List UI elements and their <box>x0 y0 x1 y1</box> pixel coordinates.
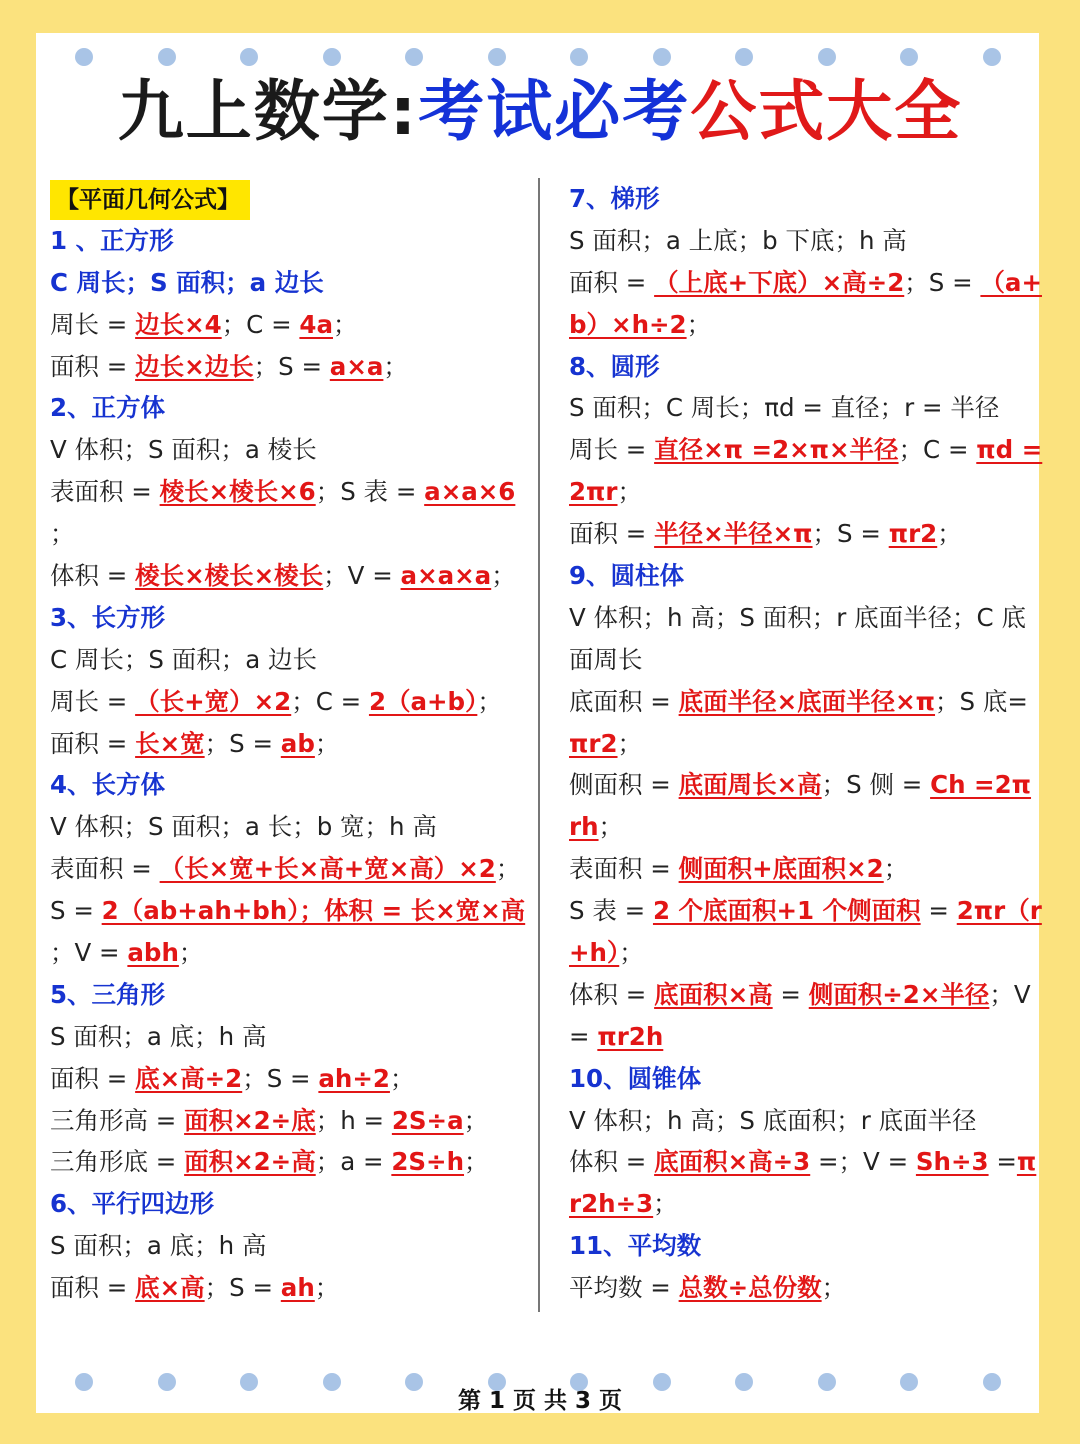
formula-expression: 底面周长×高 <box>678 770 822 800</box>
formula-text: ； <box>617 477 643 507</box>
formula-text: 周长 = <box>50 309 136 339</box>
formula-text: = <box>920 896 957 926</box>
formula-text: ； <box>686 309 712 339</box>
formula-line <box>569 890 1042 932</box>
formula-line <box>569 806 1024 848</box>
formula-line <box>569 304 1024 346</box>
formula-text: ；S 表 = <box>315 477 425 507</box>
formula-text: ；C = <box>898 435 977 465</box>
formula-text: 面积 = <box>50 351 136 381</box>
section-heading: 11、平均数 <box>569 1231 702 1261</box>
formula-expression: ah <box>280 1273 315 1303</box>
formula-line <box>569 932 1024 974</box>
formula-text: ； <box>314 728 340 758</box>
section-heading: 3、长方形 <box>50 602 166 632</box>
definition-line: S 面积；a 底；h 高 <box>50 1231 267 1261</box>
formula-expression: 2 个底面积+1 个侧面积 <box>652 896 921 926</box>
formula-expression: ab <box>280 728 315 758</box>
formula-line <box>50 681 528 723</box>
decorative-dot <box>570 48 588 66</box>
formula-text: ； <box>619 938 644 968</box>
formula-text: 周长 = <box>569 435 655 465</box>
formula-text: ； <box>477 686 502 716</box>
formula-text: ； <box>598 812 624 842</box>
formula-expression: b）×h÷2 <box>569 309 687 339</box>
formula-line <box>569 1267 1024 1309</box>
formula-text: ；V = <box>323 561 401 591</box>
decorative-dot <box>75 48 93 66</box>
formula-expression: r2h÷3 <box>569 1189 654 1219</box>
formula-expression: a×a×a <box>400 561 492 591</box>
formula-text: S 表 = <box>569 896 653 926</box>
decorative-dot <box>488 48 506 66</box>
formula-text: ；S = <box>204 1273 281 1303</box>
decorative-dot <box>405 48 423 66</box>
formula-line <box>569 262 1042 304</box>
decorative-dot <box>983 48 1001 66</box>
formula-text: ；S 底= <box>935 686 1028 716</box>
formula-text: ； <box>464 1147 489 1177</box>
formula-text: = <box>569 1021 598 1051</box>
formula-text: =；V = <box>810 1147 916 1177</box>
formula-line <box>50 1267 528 1309</box>
formula-expression: （上底+下底）×高÷2 <box>654 267 905 297</box>
formula-expression: 面积×2÷高 <box>184 1147 316 1177</box>
section-tag: 【平面几何公式】 <box>50 180 250 220</box>
formula-text: ； <box>491 561 516 591</box>
formula-text: ；C = <box>221 309 300 339</box>
decorative-dot <box>653 48 671 66</box>
formula-line <box>50 723 528 765</box>
formula-line <box>50 1058 528 1100</box>
section-heading: 6、平行四边形 <box>50 1189 215 1219</box>
section-heading: 5、三角形 <box>50 979 166 1009</box>
formula-expression: 4a <box>299 309 333 339</box>
formula-line <box>569 681 1028 723</box>
definition-line: C 周长；S 面积；a 边长 <box>50 644 318 674</box>
formula-text: 三角形底 = <box>50 1147 185 1177</box>
formula-line <box>569 1183 1024 1225</box>
formula-expression: 2（a+b） <box>368 686 478 716</box>
section-heading: 9、圆柱体 <box>569 561 685 591</box>
formula-expression: Ch =2π <box>930 770 1032 800</box>
definition-line: S 面积；C 周长；πd = 直径；r = 半径 <box>569 393 1000 423</box>
formula-expression: 2πr（r <box>956 896 1042 926</box>
formula-text: = <box>988 1147 1017 1177</box>
formula-expression: 直径×π =2×π×半径 <box>654 435 899 465</box>
formula-text: 表面积 = <box>569 854 679 884</box>
formula-expression: （长×宽+长×高+宽×高）×2 <box>159 854 496 884</box>
formula-text: 体积 = <box>569 1147 655 1177</box>
definition-line: ； <box>50 519 75 549</box>
decorative-dot <box>158 48 176 66</box>
formula-expression: ah÷2 <box>318 1063 390 1093</box>
formula-text: ； <box>883 854 909 884</box>
formula-text: ；h = <box>315 1105 392 1135</box>
decorative-dot <box>818 48 836 66</box>
formula-line <box>50 890 528 932</box>
formula-expression: 底面积×高÷3 <box>654 1147 811 1177</box>
formula-expression: abh <box>127 938 179 968</box>
formula-text: 周长 = <box>50 686 136 716</box>
section-heading: 2、正方体 <box>50 393 166 423</box>
section-heading: 10、圆锥体 <box>569 1063 702 1093</box>
formula-expression: a×a <box>329 351 384 381</box>
formula-text: 表面积 = <box>50 477 160 507</box>
formula-expression: （长+宽）×2 <box>135 686 292 716</box>
formula-line <box>569 471 1024 513</box>
formula-text: ； <box>333 309 358 339</box>
formula-line <box>50 932 528 974</box>
definition-line: V 体积；S 面积；a 长；b 宽；h 高 <box>50 812 437 842</box>
title-part-2: 考试必考 <box>418 73 691 150</box>
formula-text: 三角形高 = <box>50 1105 185 1135</box>
formula-expression: 2πr <box>569 477 618 507</box>
section-tag-line <box>50 178 528 220</box>
formula-text: ； <box>314 1273 340 1303</box>
formula-text: ；V <box>989 979 1031 1009</box>
formula-expression: 侧面积÷2×半径 <box>808 979 990 1009</box>
formula-expression: 2S÷a <box>391 1105 464 1135</box>
formula-line <box>569 974 1031 1016</box>
formula-line <box>569 429 1043 471</box>
formula-expression: rh <box>569 812 599 842</box>
formula-expression: 总数÷总份数 <box>678 1273 822 1303</box>
definition-line: V 体积；S 面积；a 棱长 <box>50 435 317 465</box>
formula-expression: 半径×半径×π <box>654 519 813 549</box>
formula-text: ； <box>383 351 408 381</box>
formula-line <box>569 848 1024 890</box>
formula-text: 面积 = <box>50 1273 136 1303</box>
section-heading: 7、梯形 <box>569 184 660 213</box>
right-column <box>569 178 1043 1309</box>
formula-expression: π <box>1016 1147 1037 1177</box>
formula-line <box>50 304 528 346</box>
formula-text: ；C = <box>291 686 369 716</box>
definition-line: S 面积；a 底；h 高 <box>50 1021 267 1051</box>
definition-line: 面周长 <box>569 644 643 674</box>
formula-line <box>569 1141 1037 1183</box>
title-part-1: 九上数学: <box>117 73 419 150</box>
formula-text: ；V = <box>50 938 128 968</box>
definition-line: V 体积；h 高；S 底面积；r 底面半径 <box>569 1105 977 1135</box>
section-heading: C 周长；S 面积；a 边长 <box>50 267 324 297</box>
formula-expression: 底面半径×底面半径×π <box>678 686 936 716</box>
formula-expression: 底×高 <box>135 1273 205 1303</box>
formula-text: ； <box>821 1273 847 1303</box>
formula-text: 体积 = <box>50 561 136 591</box>
formula-text: 面积 = <box>569 519 655 549</box>
formula-text: ； <box>653 1189 678 1219</box>
formula-text: = <box>772 979 809 1009</box>
left-column <box>50 178 528 1309</box>
formula-line <box>50 1100 528 1142</box>
column-divider <box>538 178 540 1312</box>
decorative-dot <box>900 48 918 66</box>
section-heading: 8、圆形 <box>569 351 660 381</box>
formula-text: 面积 = <box>569 267 655 297</box>
formula-line <box>569 513 1024 555</box>
formula-text: ；S = <box>904 267 981 297</box>
formula-line <box>569 723 1024 765</box>
page-title <box>0 72 1080 152</box>
formula-expression: 2（ab+ah+bh）；体积 = 长×宽×高 <box>101 896 526 926</box>
formula-line <box>50 848 528 890</box>
page-footer: 第 1 页 共 3 页 <box>457 1388 623 1414</box>
formula-text: ； <box>937 519 962 549</box>
formula-line <box>569 764 1032 806</box>
decorative-dot <box>240 48 258 66</box>
formula-expression: 侧面积+底面积×2 <box>678 854 884 884</box>
formula-expression: πr2 <box>888 519 938 549</box>
formula-text: 面积 = <box>50 728 136 758</box>
formula-text: 体积 = <box>569 979 655 1009</box>
formula-line <box>50 1141 528 1183</box>
formula-text: ；S = <box>204 728 281 758</box>
formula-expression: 底×高÷2 <box>135 1063 243 1093</box>
formula-expression: Sh÷3 <box>915 1147 989 1177</box>
definition-line: S 面积；a 上底；b 下底；h 高 <box>569 225 907 255</box>
formula-expression: 底面积×高 <box>654 979 773 1009</box>
formula-expression: 面积×2÷底 <box>184 1105 316 1135</box>
decorative-dot <box>323 48 341 66</box>
formula-expression: πd = <box>976 435 1043 465</box>
formula-text: 底面积 = <box>569 686 679 716</box>
title-part-3: 公式大全 <box>690 73 963 150</box>
formula-text: ； <box>389 1063 415 1093</box>
formula-text: 表面积 = <box>50 854 160 884</box>
formula-text: ；S = <box>253 351 330 381</box>
formula-line <box>50 471 528 513</box>
formula-expression: 边长×4 <box>135 309 222 339</box>
formula-line <box>569 1016 1024 1058</box>
formula-expression: 边长×边长 <box>135 351 254 381</box>
formula-text: S = <box>50 896 102 926</box>
formula-line <box>50 346 528 388</box>
formula-text: ；a = <box>315 1147 392 1177</box>
formula-expression: 2S÷h <box>391 1147 465 1177</box>
formula-expression: +h） <box>569 938 620 968</box>
formula-expression: a×a×6 <box>424 477 516 507</box>
formula-expression: 棱长×棱长×6 <box>159 477 316 507</box>
formula-text: ； <box>617 728 643 758</box>
formula-text: ； <box>463 1105 489 1135</box>
formula-text: 侧面积 = <box>569 770 679 800</box>
section-heading: 4、长方体 <box>50 770 166 800</box>
formula-expression: πr2 <box>569 728 618 758</box>
formula-text: ；S = <box>242 1063 319 1093</box>
formula-text: 平均数 = <box>569 1273 679 1303</box>
formula-text: ； <box>178 938 204 968</box>
definition-line: V 体积；h 高；S 面积；r 底面半径；C 底 <box>569 602 1026 632</box>
formula-text: ；S 侧 = <box>821 770 931 800</box>
formula-line <box>50 555 528 597</box>
formula-expression: 长×宽 <box>135 728 205 758</box>
top-dot-row <box>0 48 1080 72</box>
formula-expression: πr2h <box>597 1021 664 1051</box>
section-heading: 1 、正方形 <box>50 225 174 255</box>
formula-text: ；S = <box>812 519 889 549</box>
formula-text: 面积 = <box>50 1063 136 1093</box>
formula-expression: 棱长×棱长×棱长 <box>135 561 324 591</box>
formula-text: ； <box>495 854 521 884</box>
decorative-dot <box>735 48 753 66</box>
formula-expression: （a+ <box>980 267 1042 297</box>
